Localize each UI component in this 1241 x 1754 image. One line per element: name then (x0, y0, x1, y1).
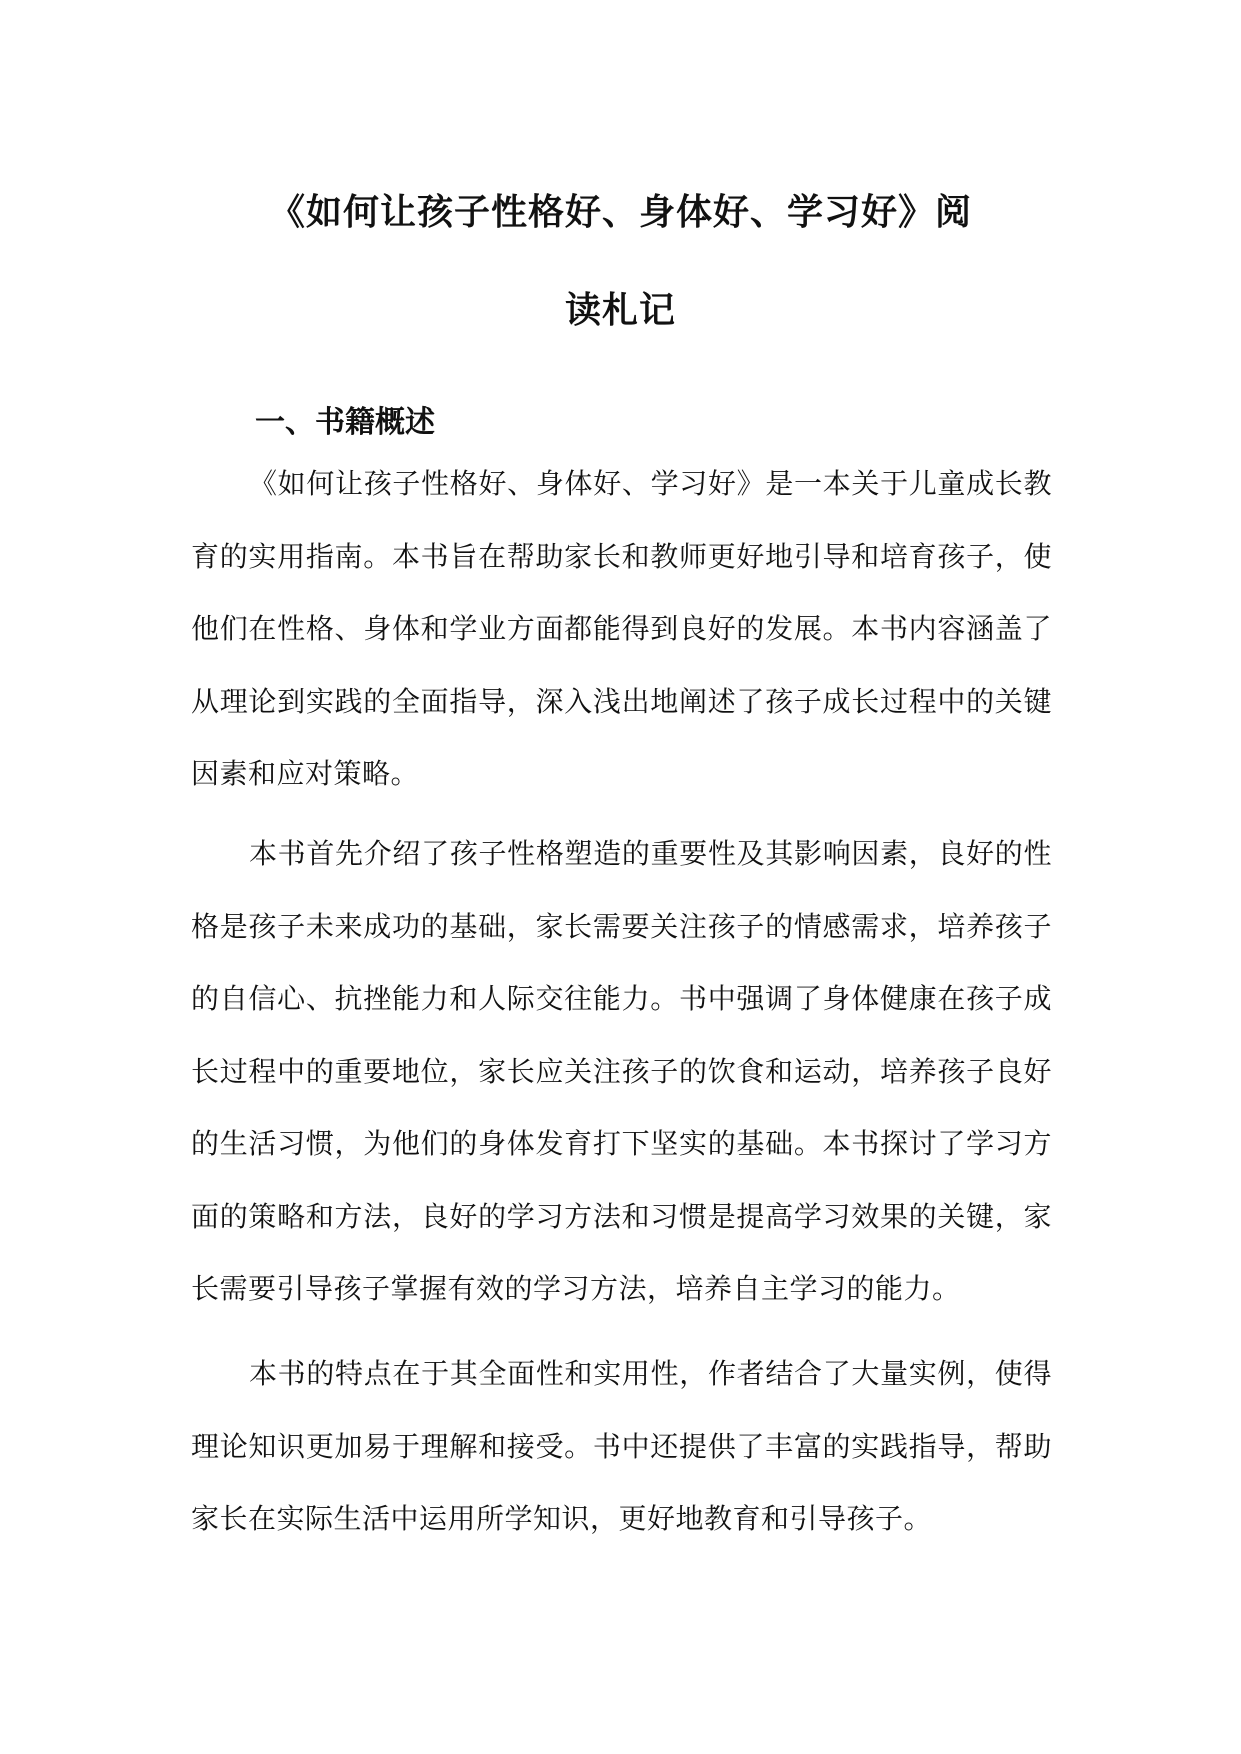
title-line-2: 读札记 (564, 290, 676, 332)
section-heading: 一、书籍概述 (255, 404, 435, 440)
paragraph-2: 本书首先介绍了孩子性格塑造的重要性及其影响因素，良好的性格是孩子未来成功的基础，家长需要关注孩子的情感需求，培养孩子的自信心、抗挫能力和人际交往能力。书中强调了身体健康在孩子成长过程中的重要地位，家长应关注孩子的饮食和运动，培养孩子良好的生活习惯，为他们的身体发育打下坚实的基础。本书探讨了学习方面的策略和方法，良好的学习方法和习惯是提高学习效果的关键，家长需要引导孩子掌握有效的学习方法，培养自主学习的能力。 (191, 837, 1052, 1305)
paragraph-1: 《如何让孩子性格好、身体好、学习好》是一本关于儿童成长教育的实用指南。本书旨在帮助家长和教师更好地引导和培育孩子，使他们在性格、身体和学业方面都能得到良好的发展。本书内容涵盖了从理论到实践的全面指导，深入浅出地阐述了孩子成长过程中的关键因素和应对策略。 (191, 467, 1052, 790)
title-line-1: 《如何让孩子性格好、身体好、学习好》阅 (268, 192, 972, 234)
paragraph-3: 本书的特点在于其全面性和实用性，作者结合了大量实例，使得理论知识更加易于理解和接受。书中还提供了丰富的实践指导，帮助家长在实际生活中运用所学知识，更好地教育和引导孩子。 (191, 1357, 1052, 1535)
document-title (180, 164, 1061, 360)
